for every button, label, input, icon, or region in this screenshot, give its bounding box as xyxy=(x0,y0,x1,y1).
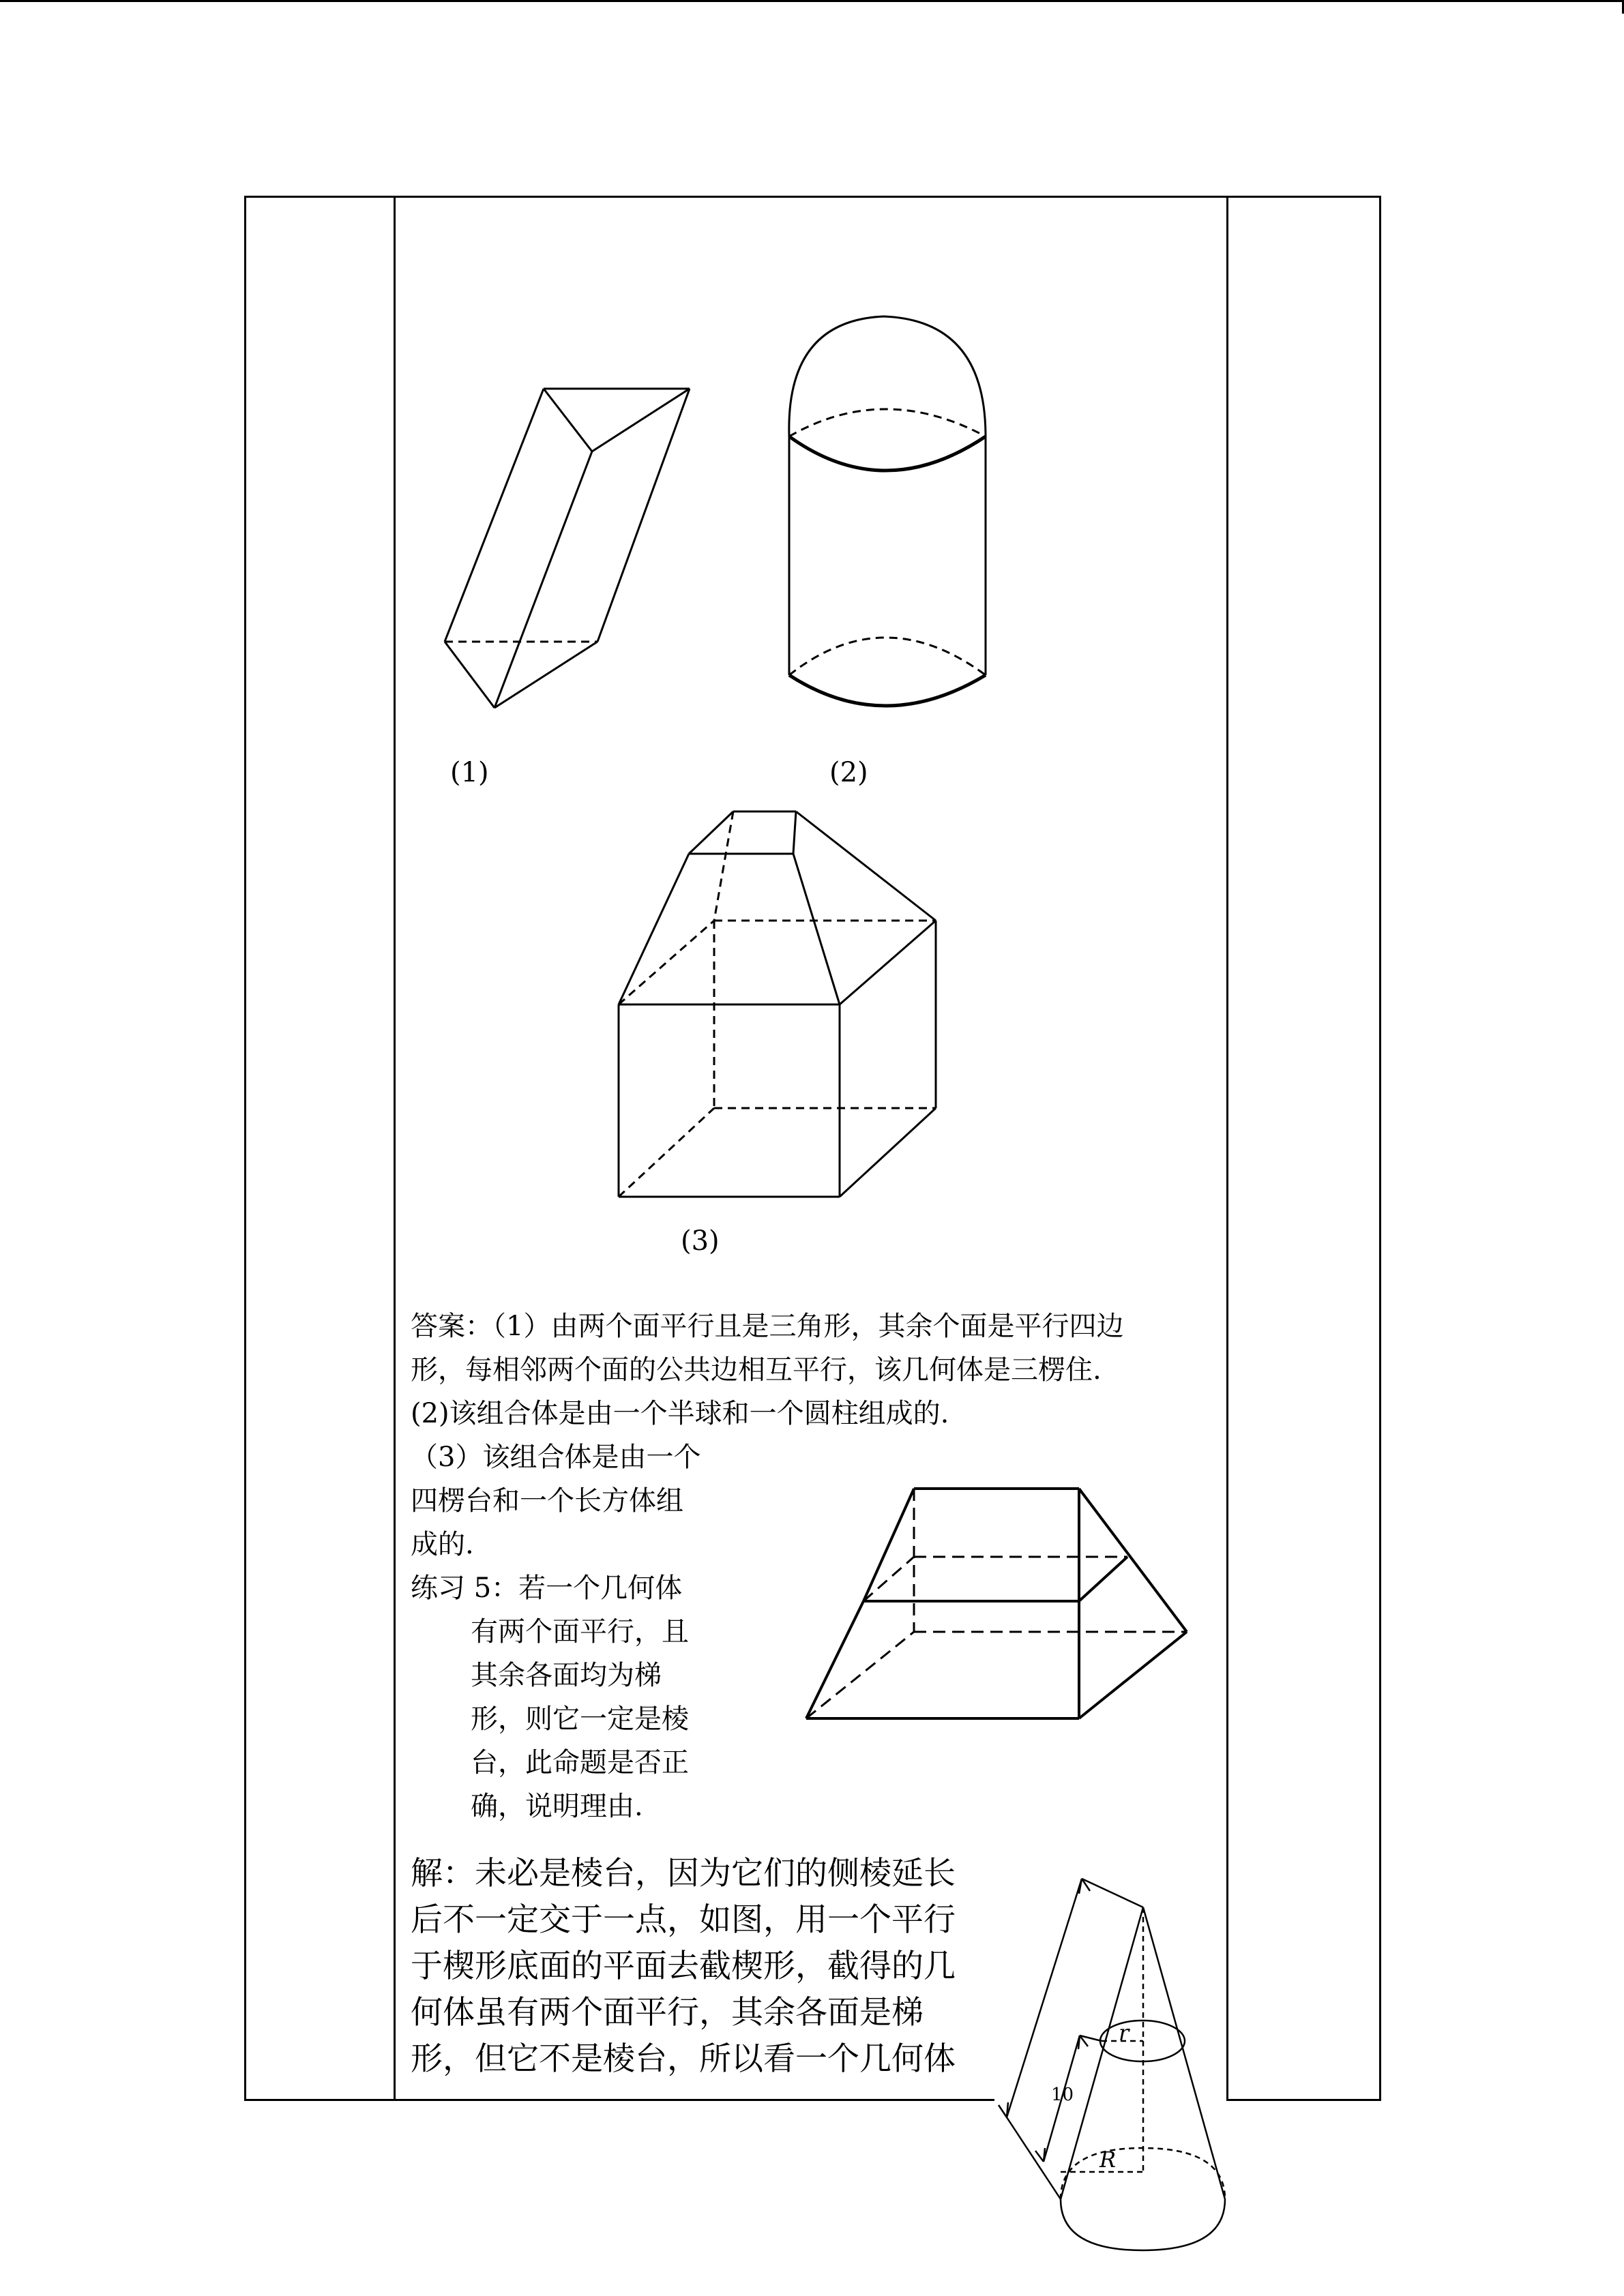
answer-line: 形，每相邻两个面的公共边相互平行，该几何体是三楞住. xyxy=(411,1354,1102,1386)
cone-side xyxy=(1143,1907,1225,2199)
wedge-edge xyxy=(1079,1489,1187,1632)
solution-line: 后不一定交于一点，如图，用一个平行 xyxy=(411,1901,956,1939)
figure-5-cone-frustum xyxy=(999,1879,1225,2250)
box-hidden-edge xyxy=(619,921,714,1004)
box-edge xyxy=(689,811,733,854)
prism-edge xyxy=(592,389,690,451)
wedge-edge xyxy=(1079,1632,1187,1718)
wedge-edge xyxy=(863,1489,914,1601)
figure-2-hemisphere-cylinder xyxy=(789,316,986,706)
box-edge xyxy=(840,1108,936,1197)
prism-edge xyxy=(494,642,597,708)
prism-edge xyxy=(445,389,544,642)
cylinder-top-front xyxy=(789,436,986,471)
box-edge xyxy=(619,854,689,1004)
cone-label-r: r xyxy=(1119,2020,1130,2046)
exercise-line: 确，说明理由. xyxy=(471,1791,643,1822)
box-hidden-edge xyxy=(619,1108,714,1197)
figure-caption-2: (2) xyxy=(829,757,868,788)
answer-line: (2)该组合体是由一个半球和一个圆柱组成的. xyxy=(411,1398,949,1429)
figure-3-frustum-box xyxy=(619,811,936,1197)
prism-edge xyxy=(494,451,592,708)
extension-line xyxy=(1082,1879,1143,1907)
exercise-line: 形，则它一定是棱 xyxy=(471,1703,689,1735)
exercise-line: 台，此命题是否正 xyxy=(471,1747,689,1778)
wedge-edge xyxy=(806,1601,863,1718)
exercise-line: 练习 5：若一个几何体 xyxy=(411,1572,683,1604)
wedge-edge xyxy=(1079,1557,1127,1601)
cylinder-bottom-front xyxy=(789,675,986,706)
exercise-line: 有两个面平行，且 xyxy=(471,1616,689,1648)
solution-line: 解：未必是棱台，因为它们的侧棱延长 xyxy=(411,1855,956,1892)
figure-4-wedge-frustum xyxy=(806,1489,1187,1718)
cone-label-10: 10 xyxy=(1051,2085,1074,2105)
wedge-hidden-edge xyxy=(863,1557,914,1601)
cone-label-R: R xyxy=(1099,2147,1117,2173)
answer-line: 四楞台和一个长方体组 xyxy=(411,1485,683,1517)
answer-line: 答案：（1）由两个面平行且是三角形，其余个面是平行四边 xyxy=(411,1311,1124,1342)
cylinder-bottom-back xyxy=(789,638,986,675)
hemisphere-outline xyxy=(789,316,986,436)
figure-caption-1: (1) xyxy=(450,757,489,788)
solution-line: 何体虽有两个面平行，其余各面是梯 xyxy=(411,1994,924,2031)
cylinder-top-back xyxy=(789,409,986,436)
solution-line: 形，但它不是棱台，所以看一个几何体 xyxy=(411,2040,956,2078)
answer-line: 成的. xyxy=(411,1529,474,1560)
exercise-line: 其余各面均为梯 xyxy=(471,1660,662,1691)
figure-caption-3: (3) xyxy=(681,1225,720,1257)
prism-edge xyxy=(597,389,690,642)
box-edge xyxy=(793,854,840,1004)
box-edge xyxy=(840,921,936,1004)
dimension-line xyxy=(1007,1879,1082,2117)
solution-line: 于楔形底面的平面去截楔形，截得的几 xyxy=(411,1948,956,1985)
box-edge xyxy=(796,811,936,921)
arrow-head xyxy=(999,2102,1008,2117)
wedge-hidden-edge xyxy=(806,1632,914,1718)
box-edge xyxy=(793,811,796,854)
prism-edge xyxy=(445,642,494,708)
cone-base-front xyxy=(1061,2199,1225,2250)
answer-line: （3）该组合体是由一个 xyxy=(411,1442,701,1473)
arrow-head xyxy=(1035,2148,1045,2162)
prism-edge xyxy=(544,389,592,451)
figure-1-prism xyxy=(445,389,690,708)
